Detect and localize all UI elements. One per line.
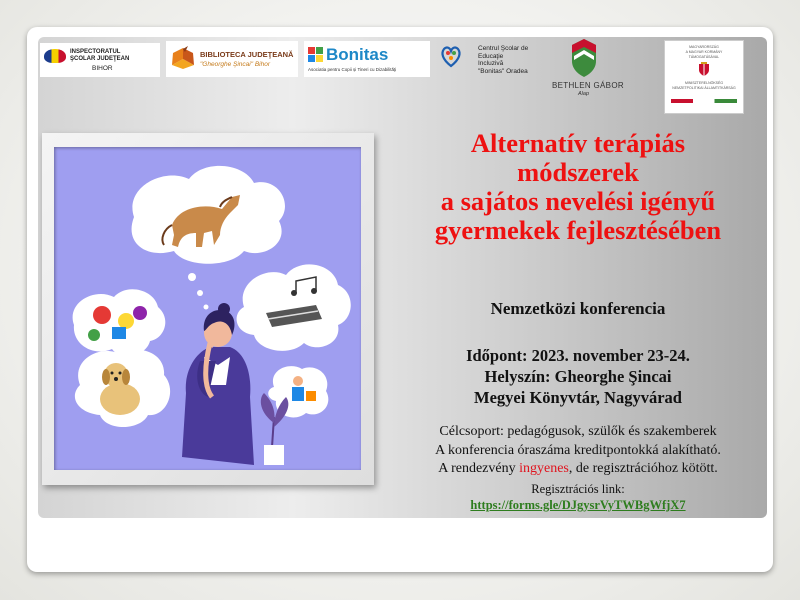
book-icon [170, 45, 196, 71]
centrul-line: "Bonitas" Oradea [478, 67, 528, 75]
registration [388, 481, 767, 513]
bethlen-shield-icon [568, 39, 600, 77]
inspectorat-line2: ŞCOLAR JUDEŢEAN [70, 56, 130, 62]
bethlen-name: BETHLEN GÁBOR [552, 81, 624, 90]
toys-thought-cloud [73, 289, 166, 356]
title-line: módszerek [517, 157, 639, 187]
bonitas-tagline: Asociatia pentru Copii și Tineri cu Dizabilităţi [308, 67, 397, 72]
ministry-line4: MINISZTERELNÖKSÉG [684, 81, 724, 85]
illustration [54, 147, 361, 470]
event-venue-line2: Megyei Könyvtár, Nagyvárad [474, 388, 682, 407]
plant [261, 393, 289, 465]
free-note-post: , de regisztrációhoz kötött. [568, 461, 718, 476]
free-note [388, 460, 767, 479]
picture-frame [42, 133, 374, 485]
ministry-line2: A MAGYAR KORMÁNY [685, 50, 723, 54]
logo-bar [38, 37, 767, 109]
ministry-line3: TÁMOGATÁSÁVAL [688, 55, 720, 59]
biblioteca-logo [166, 41, 298, 77]
hungarian-government-logo [664, 40, 744, 114]
free-note-highlight: ingyenes [519, 461, 569, 476]
target-audience: Célcsoport: pedagógusok, szülők és szakemberek [439, 424, 717, 439]
registration-label: Regisztrációs link: [531, 482, 625, 496]
puzzle-icon [308, 47, 324, 63]
centrul-logo [438, 40, 542, 80]
heart-people-icon [440, 44, 462, 68]
free-note-pre: A rendezvény [438, 461, 520, 476]
centrul-text [478, 45, 548, 75]
event-venue-line1: Helyszín: Gheorghe Şincai [484, 367, 672, 386]
title-line: Alternatív terápiás [470, 128, 686, 158]
tricolor-bar [671, 99, 737, 103]
centrul-line: Educaţie [478, 52, 504, 60]
inspectorat-line1: INSPECTORATUL [70, 49, 121, 55]
centrul-line: Incluzivă [478, 60, 504, 67]
dog-thought-cloud [75, 350, 170, 427]
thought-dot [188, 273, 196, 281]
bonitas-logo [304, 41, 430, 77]
romanian-flag-icon [44, 49, 66, 63]
thought-dot [197, 290, 203, 296]
event-info [388, 345, 767, 408]
child-thought-cloud [268, 366, 328, 417]
coat-of-arms-icon [698, 62, 710, 76]
music-thought-cloud [237, 264, 351, 350]
centrul-line: Centrul Şcolar de [478, 45, 529, 52]
ministry-line1: MAGYARORSZÁG [689, 45, 719, 49]
title-line: a sajátos nevelési igényű [440, 186, 716, 216]
title-line: gyermekek fejlesztésében [434, 215, 722, 245]
biblioteca-name: BIBLIOTECA JUDEŢEANĂ [200, 50, 294, 59]
bethlen-sub: Alap [578, 91, 590, 97]
event-date: Időpont: 2023. november 23-24. [466, 346, 690, 365]
bethlen-gabor-logo [548, 39, 624, 97]
biblioteca-sub: "Gheorghe Şincai" Bihor [200, 61, 271, 68]
registration-link[interactable]: https://forms.gle/DJgysrVyTWBgWfjX7 [470, 498, 686, 512]
thought-dot [204, 305, 209, 310]
credit-note: A konferencia óraszáma kreditpontokká alakítható. [435, 442, 721, 458]
inspectorat-line3: BIHOR [92, 65, 113, 72]
event-details [388, 423, 767, 479]
ministry-line5: NEMZETPOLITIKAI ÁLLAMTITKÁRSÁG [672, 86, 736, 90]
content-panel [38, 37, 767, 518]
event-subtitle: Nemzetközi konferencia [490, 299, 666, 318]
bonitas-name: Bonitas [326, 45, 389, 64]
thinking-woman-illustration [54, 147, 361, 470]
event-title [388, 129, 767, 245]
horse-thought-cloud [132, 166, 285, 264]
inspectorat-logo [40, 43, 160, 77]
